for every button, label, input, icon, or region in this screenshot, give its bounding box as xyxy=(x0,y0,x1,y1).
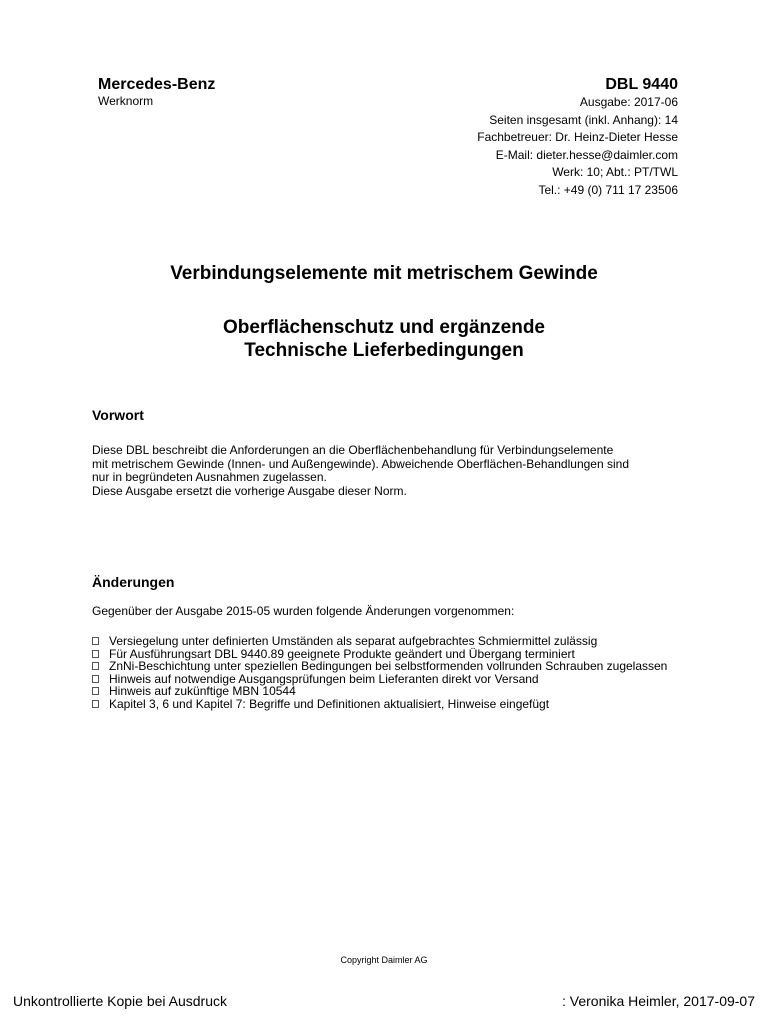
checkbox-bullet-icon xyxy=(92,700,99,708)
paragraph-line: nur in begründeten Ausnahmen zugelassen. xyxy=(92,470,327,485)
meta-email: E-Mail: dieter.hesse@daimler.com xyxy=(495,147,678,162)
footer-right-note: : Veronika Heimler, 2017-09-07 xyxy=(562,993,755,1009)
footer-left-note: Unkontrollierte Kopie bei Ausdruck xyxy=(13,993,228,1009)
list-item-text: Für Ausführungsart DBL 9440.89 geeignete Produkte geändert und Übergang terminiert xyxy=(109,646,575,661)
subtitle-line-2: Technische Lieferbedingungen xyxy=(244,340,524,361)
document-meta xyxy=(477,94,678,200)
page-title: Verbindungselemente mit metrischem Gewinde xyxy=(170,263,598,284)
document-type: Werknorm xyxy=(98,94,154,108)
checkbox-bullet-icon xyxy=(92,687,99,695)
section-heading-vorwort: Vorwort xyxy=(92,407,144,423)
meta-department: Werk: 10; Abt.: PT/TWL xyxy=(552,165,678,180)
paragraph-line: Diese DBL beschreibt die Anforderungen an die Oberflächenbehandlung für Verbindungselemente xyxy=(92,443,614,457)
brand-name: Mercedes-Benz xyxy=(98,76,216,93)
checkbox-bullet-icon xyxy=(92,675,99,683)
meta-responsible: Fachbetreuer: Dr. Heinz-Dieter Hesse xyxy=(477,130,678,145)
list-item-text: Kapitel 3, 6 und Kapitel 7: Begriffe und Definitionen aktualisiert, Hinweise eingefügt xyxy=(109,696,550,711)
section-heading-aenderungen: Änderungen xyxy=(92,574,175,590)
list-item-text: Versiegelung unter definierten Umständen als separat aufgebrachtes Schmiermittel zulässig xyxy=(109,634,598,648)
meta-phone: Tel.: +49 (0) 711 17 23506 xyxy=(538,182,678,197)
vorwort-paragraph xyxy=(92,444,692,498)
checkbox-bullet-icon xyxy=(92,637,99,645)
aenderungen-list xyxy=(92,635,692,711)
subtitle-line-1: Oberflächenschutz und ergänzende xyxy=(223,317,545,338)
list-item-text: Hinweis auf notwendige Ausgangsprüfungen beim Lieferanten direkt vor Versand xyxy=(109,671,539,686)
paragraph-line: mit metrischem Gewinde (Innen- und Außengewinde). Abweichende Oberflächen-Behandlungen sind xyxy=(92,456,629,471)
page-subtitle xyxy=(0,316,768,362)
paragraph-line: Diese Ausgabe ersetzt die vorherige Ausgabe dieser Norm. xyxy=(92,483,407,498)
list-item xyxy=(92,698,692,711)
document-number: DBL 9440 xyxy=(605,76,678,93)
list-item-text: ZnNi-Beschichtung unter speziellen Bedingungen bei selbstformenden vollrunden Schrauben zugelassen xyxy=(109,659,668,674)
checkbox-bullet-icon xyxy=(92,662,99,670)
checkbox-bullet-icon xyxy=(92,650,99,658)
meta-pages: Seiten insgesamt (inkl. Anhang): 14 xyxy=(489,112,678,127)
list-item-text: Hinweis auf zukünftige MBN 10544 xyxy=(109,684,296,699)
aenderungen-intro: Gegenüber der Ausgabe 2015-05 wurden folgende Änderungen vorgenommen: xyxy=(92,604,515,618)
meta-edition: Ausgabe: 2017-06 xyxy=(579,95,678,109)
copyright-notice: Copyright Daimler AG xyxy=(340,955,428,965)
